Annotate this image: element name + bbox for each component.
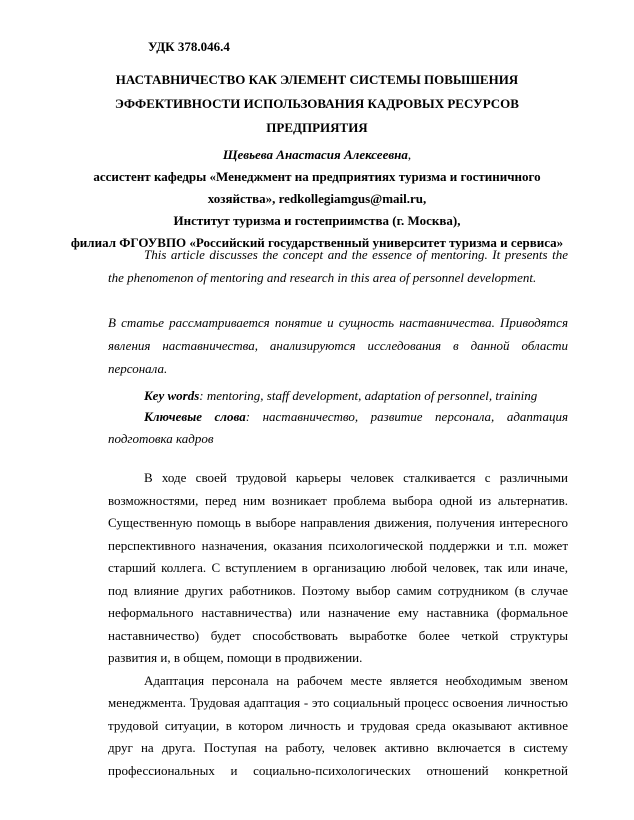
abstract-en-line-2: the phenomenon of mentoring and research in this area of personnel development. xyxy=(108,270,537,285)
affiliation-line-1: ассистент кафедры «Менеджмент на предприятиях туризма и гостиничного xyxy=(93,169,541,184)
title-line-1: НАСТАВНИЧЕСТВО КАК ЭЛЕМЕНТ СИСТЕМЫ ПОВЫШЕНИЯ xyxy=(115,72,519,87)
body-p2-line-3: трудовой ситуации, в котором личность и трудовая среда оказывают активное xyxy=(108,718,568,733)
body-p1-line-2: возможностями, перед ним возникает проблема выбора одной из альтернатив. xyxy=(108,493,568,508)
keywords-ru xyxy=(144,409,568,425)
body-p2-line-4: друг на друга. Поступая на работу, человек активно включается в систему xyxy=(108,740,568,755)
body-p2-line-5: профессиональных и социально-психологических отношений конкретной xyxy=(108,763,568,778)
author-name: Щевьева Анастасия Алексеевна xyxy=(222,147,408,162)
affiliation-line-3: Институт туризма и гостеприимства (г. Москва), xyxy=(173,213,461,228)
keywords-en xyxy=(144,388,537,404)
keywords-en-text: : mentoring, staff development, adaptation of personnel, training xyxy=(199,388,538,403)
title-line-3: ПРЕДПРИЯТИЯ xyxy=(266,120,368,135)
udk-code: УДК 378.046.4 xyxy=(148,39,230,54)
body-p1-line-8: наставничество) будет способствовать выработке более четкой структуры xyxy=(108,628,568,643)
body-p1-line-1: В ходе своей трудовой карьеры человек сталкивается с различными xyxy=(144,470,568,485)
keywords-ru-line-2: подготовка кадров xyxy=(108,431,214,446)
keywords-en-label: Key words xyxy=(144,388,200,403)
abstract-ru-line-1: В статье рассматривается понятие и сущность наставничества. Приводятся xyxy=(108,315,568,330)
body-p2-line-1: Адаптация персонала на рабочем месте является необходимым звеном xyxy=(144,673,568,688)
author-line xyxy=(0,147,634,163)
body-p2-line-2: менеджмента. Трудовая адаптация - это социальный процесс освоения личностью xyxy=(108,695,568,710)
abstract-ru-line-3: персонала. xyxy=(108,361,168,376)
body-p1-line-9: развития и, в общем, помощи в продвижении. xyxy=(108,650,363,665)
affiliation-line-4: филиал ФГОУВПО «Российский государственный университет туризма и сервиса» xyxy=(70,235,564,250)
body-p1-line-6: под влияние других работников. Поэтому выбор самим сотрудником (в случае xyxy=(108,583,568,598)
body-p1-line-7: неформального наставничества) или назначение ему наставника (формальное xyxy=(108,605,568,620)
body-p1-line-3: Существенную помощь в выборе направления движения, получения интересного xyxy=(108,515,568,530)
abstract-en-line-1: This article discusses the concept and the essence of mentoring. It presents the xyxy=(144,247,568,262)
keywords-ru-text: : наставничество, развитие персонала, адаптация xyxy=(245,409,568,424)
title-line-2: ЭФФЕКТИВНОСТИ ИСПОЛЬЗОВАНИЯ КАДРОВЫХ РЕСУРСОВ xyxy=(115,96,519,111)
keywords-ru-label: Ключевые слова xyxy=(144,409,246,424)
body-p1-line-4: перспективного назначения, оказания психологической поддержки и т.п. может xyxy=(108,538,568,553)
abstract-ru-line-2: явления наставничества, анализируются исследования в данной области xyxy=(108,338,568,353)
author-name-suffix: , xyxy=(407,147,412,162)
body-p1-line-5: старший коллега. С вступлением в организацию любой человек, так или иначе, xyxy=(108,560,568,575)
affiliation-line-2: хозяйства», redkollegiamgus@mail.ru, xyxy=(207,191,427,206)
